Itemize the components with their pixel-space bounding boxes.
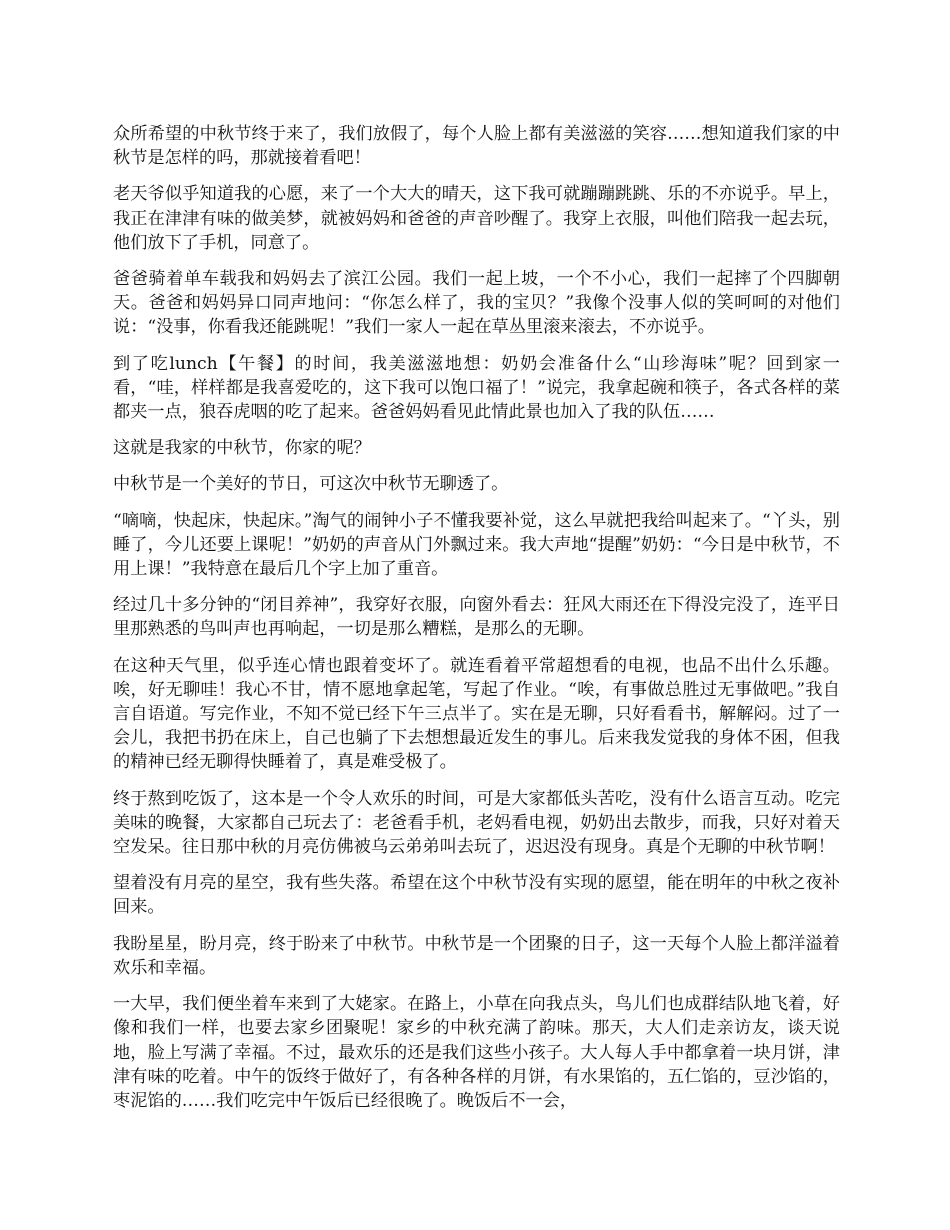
paragraph-7: “嘀嘀，快起床，快起床。”淘气的闹钟小子不懂我要补觉，这么早就把我给叫起来了。“丫头，别睡了，今儿还要上课呢！”奶奶的声音从门外飘过来。我大声地“提醒”奶奶：“今日是中秋节，不用上课！”我特意在最后几个字上加了重音。 bbox=[113, 510, 840, 580]
paragraph-3: 爸爸骑着单车载我和妈妈去了滨江公园。我们一起上坡，一个不小心，我们一起摔了个四脚朝天。爸爸和妈妈异口同声地问：“你怎么样了，我的宝贝？”我像个没事人似的笑呵呵的对他们说：“没事，你看我还能跳呢！”我们一家人一起在草丛里滚来滚去，不亦说乎。 bbox=[113, 269, 840, 338]
paragraph-6: 中秋节是一个美好的节日，可这次中秋节无聊透了。 bbox=[113, 474, 509, 495]
paragraph-13: 一大早，我们便坐着车来到了大姥家。在路上，小草在向我点头，鸟儿们也成群结队地飞着，好像和我们一样，也要去家乡团聚呢！家乡的中秋充满了韵味。那天，大人们走亲访友，谈天说地，脸上写满了幸福。不过，最欢乐的还是我们这些小孩子。大人每人手中都拿着一块月饼，津津有味的吃着。中午的饭终于做好了，有各种各样的月饼，有水果馅的，五仁馅的，豆沙馅的，枣泥馅的……我们吃完中午饭后已经很晚了。晚饭后不一会， bbox=[113, 994, 840, 1111]
paragraph-10: 终于熬到吃饭了，这本是一个令人欢乐的时间，可是大家都低头苦吃，没有什么语言互动。吃完美味的晚餐，大家都自己玩去了：老爸看手机，老妈看电视，奶奶出去散步，而我，只好对着天空发呆。往日那中秋的月亮仿佛被乌云弟弟叫去玩了，迟迟没有现身。真是个无聊的中秋节啊！ bbox=[113, 788, 840, 858]
paragraph-8: 经过几十多分钟的“闭目养神”，我穿好衣服，向窗外看去：狂风大雨还在下得没完没了，连平日里那熟悉的鸟叫声也再响起，一切是那么糟糕，是那么的无聊。 bbox=[113, 595, 840, 640]
paragraph-4: 到了吃lunch【午餐】的时间，我美滋滋地想：奶奶会准备什么“山珍海味”呢？回到家一看，“哇，样样都是我喜爱吃的，这下我可以饱口福了！”说完，我拿起碗和筷子，各式各样的菜都夹一点，狼吞虎咽的吃了起来。爸爸妈妈看见此情此景也加入了我的队伍…… bbox=[113, 353, 840, 423]
paragraph-5: 这就是我家的中秋节，你家的呢？ bbox=[113, 438, 371, 459]
paragraph-9: 在这种天气里，似乎连心情也跟着变坏了。就连看着平常超想看的电视，也品不出什么乐趣。唉，好无聊哇！我心不甘，情不愿地拿起笔，写起了作业。“唉，有事做总胜过无事做吧。”我自言自语道。写完作业，不知不觉已经下午三点半了。实在是无聊，只好看看书，解解闷。过了一会儿，我把书扔在床上，自己也躺了下去想想最近发生的事儿。后来我发觉我的身体不困，但我的精神已经无聊得快睡着了，真是难受极了。 bbox=[113, 655, 840, 773]
paragraph-11: 望着没有月亮的星空，我有些失落。希望在这个中秋节没有实现的愿望，能在明年的中秋之夜补回来。 bbox=[113, 873, 840, 918]
paragraph-2: 老天爷似乎知道我的心愿，来了一个大大的晴天，这下我可就蹦蹦跳跳、乐的不亦说乎。早上，我正在津津有味的做美梦，就被妈妈和爸爸的声音吵醒了。我穿上衣服，叫他们陪我一起去玩，他们放下了手机，同意了。 bbox=[113, 184, 840, 253]
document-page bbox=[113, 122, 840, 1125]
paragraph-1: 众所希望的中秋节终于来了，我们放假了，每个人脸上都有美滋滋的笑容……想知道我们家的中秋节是怎样的吗，那就接着看吧！ bbox=[113, 124, 840, 169]
paragraph-12: 我盼星星，盼月亮，终于盼来了中秋节。中秋节是一个团聚的日子，这一天每个人脸上都洋溢着欢乐和幸福。 bbox=[113, 933, 840, 978]
